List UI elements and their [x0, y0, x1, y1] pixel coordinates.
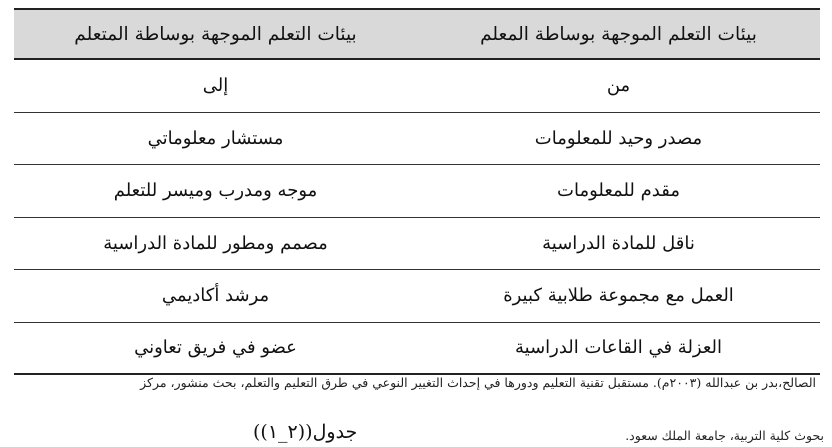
cell-from: مصدر وحيد للمعلومات	[534, 127, 703, 149]
table-row	[14, 165, 820, 218]
table-header-row	[14, 8, 820, 60]
cell-from: ناقل للمادة الدراسية	[542, 232, 695, 254]
cell-to: مصمم ومطور للمادة الدراسية	[103, 232, 328, 254]
table-row	[14, 270, 820, 323]
cell-from: مقدم للمعلومات	[557, 180, 680, 202]
cell-from: العمل مع مجموعة طلابية كبيرة	[503, 285, 734, 307]
header-learner-centered: بيئات التعلم الموجهة بوساطة المتعلم	[74, 23, 357, 45]
table-caption: جدول((٢_١))	[253, 421, 358, 443]
comparison-table	[14, 8, 820, 375]
cell-to: إلى	[202, 75, 229, 97]
table-row	[14, 60, 820, 113]
citation-line-1: الصالح،بدر بن عبدالله (٢٠٠٣م). مستقبل تقنية التعليم ودورها في إحداث التغيير النوعي في طرق التعليم والتعلم، بحث منشور، مركز	[140, 375, 816, 390]
cell-from: من	[606, 75, 631, 97]
cell-to: مستشار معلوماتي	[147, 127, 284, 149]
table-row	[14, 113, 820, 166]
citation-line-2: بحوث كلية التربية، جامعة الملك سعود.	[625, 428, 824, 443]
table-row	[14, 218, 820, 271]
cell-from: العزلة في القاعات الدراسية	[514, 337, 723, 359]
cell-to: مرشد أكاديمي	[161, 285, 270, 307]
header-teacher-centered: بيئات التعلم الموجهة بوساطة المعلم	[480, 23, 757, 45]
cell-to: موجه ومدرب وميسر للتعلم	[113, 180, 318, 202]
table-row	[14, 323, 820, 376]
cell-to: عضو في فريق تعاوني	[134, 337, 297, 359]
